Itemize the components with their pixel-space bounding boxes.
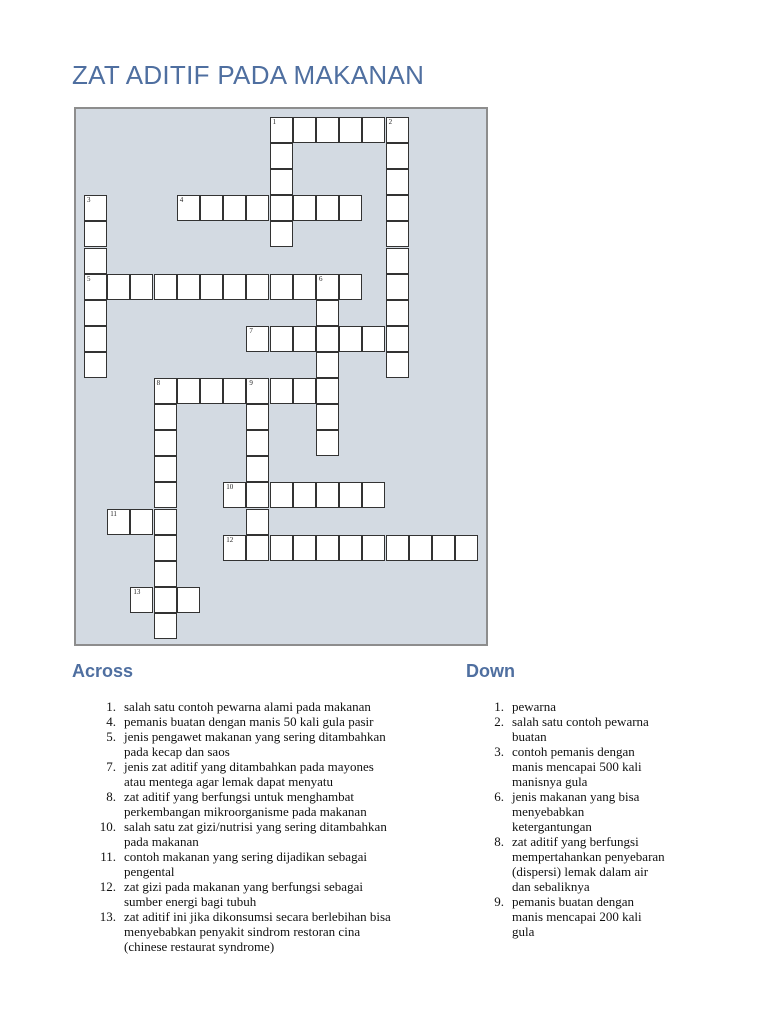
across-clue xyxy=(90,729,450,759)
clue-text-line: manis mencapai 200 kali xyxy=(512,909,642,924)
grid-cell[interactable] xyxy=(84,248,107,274)
grid-cell[interactable] xyxy=(362,482,385,508)
across-clue xyxy=(90,759,450,789)
clue-text-line: zat aditif yang berfungsi untuk menghambat xyxy=(124,789,354,804)
across-clue xyxy=(90,819,450,849)
clue-list-number: 5. xyxy=(106,729,116,744)
clue-text-line: salah satu contoh pewarna alami pada makanan xyxy=(124,699,371,714)
clue-text-line: zat aditif yang berfungsi xyxy=(512,834,639,849)
down-clue xyxy=(478,744,708,789)
grid-cell[interactable] xyxy=(84,352,107,378)
grid-cell[interactable] xyxy=(293,535,316,561)
grid-cell[interactable] xyxy=(270,274,293,300)
clue-list-number: 4. xyxy=(106,714,116,729)
grid-cell[interactable] xyxy=(154,561,177,587)
grid-cell[interactable] xyxy=(246,404,269,430)
grid-cell[interactable] xyxy=(386,221,409,247)
grid-cell[interactable] xyxy=(386,169,409,195)
grid-cell[interactable] xyxy=(154,378,177,404)
across-heading: Across xyxy=(72,661,134,681)
clue-text-line: atau mentega agar lemak dapat menyatu xyxy=(124,774,333,789)
clue-list-number: 8. xyxy=(494,834,504,849)
grid-cell[interactable] xyxy=(246,456,269,482)
grid-cell[interactable] xyxy=(316,404,339,430)
clue-text-line: pada makanan xyxy=(124,834,199,849)
grid-cell[interactable] xyxy=(154,456,177,482)
clue-text-line: salah satu contoh pewarna xyxy=(512,714,649,729)
clue-text-line: pengental xyxy=(124,864,175,879)
grid-cell[interactable] xyxy=(339,482,362,508)
clue-list-number: 11. xyxy=(100,849,116,864)
grid-cell[interactable] xyxy=(246,326,269,352)
grid-cell[interactable] xyxy=(154,482,177,508)
grid-cell[interactable] xyxy=(316,195,339,221)
grid-cell[interactable] xyxy=(154,404,177,430)
clue-list-number: 12. xyxy=(99,879,116,894)
grid-cell[interactable] xyxy=(386,352,409,378)
grid-cell[interactable] xyxy=(386,535,409,561)
grid-cell[interactable] xyxy=(270,378,293,404)
grid-cell[interactable] xyxy=(386,143,409,169)
clue-list-number: 6. xyxy=(494,789,504,804)
grid-cell[interactable] xyxy=(154,535,177,561)
clue-list-number: 2. xyxy=(494,714,504,729)
grid-cell[interactable] xyxy=(84,195,107,221)
grid-cell[interactable] xyxy=(270,143,293,169)
grid-cell[interactable] xyxy=(223,274,246,300)
grid-cell[interactable] xyxy=(130,587,153,613)
clue-list-number: 7. xyxy=(106,759,116,774)
clue-text-line: menyebabkan penyakit sindrom restoran cina xyxy=(124,924,361,939)
grid-cell[interactable] xyxy=(200,195,223,221)
grid-cell[interactable] xyxy=(339,117,362,143)
grid-cell[interactable] xyxy=(409,535,432,561)
grid-cell[interactable] xyxy=(386,300,409,326)
clue-text-line: (dispersi) lemak dalam air xyxy=(512,864,649,879)
grid-cell[interactable] xyxy=(130,274,153,300)
clue-text-line: sumber energi bagi tubuh xyxy=(124,894,257,909)
grid-cell[interactable] xyxy=(154,587,177,613)
grid-cell[interactable] xyxy=(362,535,385,561)
grid-cell[interactable] xyxy=(246,378,269,404)
clue-text-line: pewarna xyxy=(512,699,557,714)
grid-cell[interactable] xyxy=(455,535,478,561)
grid-cell[interactable] xyxy=(246,509,269,535)
clue-number: 7 xyxy=(249,326,253,335)
grid-cell[interactable] xyxy=(293,195,316,221)
clue-text-line: ketergantungan xyxy=(512,819,592,834)
grid-cell[interactable] xyxy=(177,195,200,221)
grid-cell[interactable] xyxy=(316,300,339,326)
clue-number: 11 xyxy=(110,509,117,518)
grid-cell[interactable] xyxy=(270,535,293,561)
clue-number: 12 xyxy=(226,535,234,544)
clue-text-line: mempertahankan penyebaran xyxy=(512,849,665,864)
grid-cell[interactable] xyxy=(316,326,339,352)
grid-cell[interactable] xyxy=(270,169,293,195)
down-clue xyxy=(478,699,708,714)
clue-number: 8 xyxy=(156,379,161,387)
grid-cell[interactable] xyxy=(293,274,316,300)
across-clue xyxy=(90,879,450,909)
grid-cell[interactable] xyxy=(177,274,200,300)
clue-text-line: contoh pemanis dengan xyxy=(512,744,635,759)
grid-cell[interactable] xyxy=(293,117,316,143)
grid-cell[interactable] xyxy=(362,117,385,143)
clue-number: 13 xyxy=(133,587,141,596)
grid-cell[interactable] xyxy=(270,221,293,247)
grid-cell[interactable] xyxy=(386,248,409,274)
grid-cell[interactable] xyxy=(270,482,293,508)
grid-cell[interactable] xyxy=(84,274,107,300)
clue-list-number: 10. xyxy=(99,819,116,834)
clue-text-line: pemanis buatan dengan manis 50 kali gula pasir xyxy=(124,714,374,729)
clue-number: 9 xyxy=(249,379,253,387)
clue-text-line: pada kecap dan saos xyxy=(124,744,230,759)
clue-text-line: jenis zat aditif yang ditambahkan pada mayones xyxy=(124,759,374,774)
clue-number: 5 xyxy=(87,274,91,283)
grid-cell[interactable] xyxy=(316,482,339,508)
clue-list-number: 1. xyxy=(106,699,116,714)
clue-text-line: zat aditif ini jika dikonsumsi secara berlebihan bisa xyxy=(124,909,391,924)
grid-cell[interactable] xyxy=(339,535,362,561)
clue-number: 1 xyxy=(272,118,277,126)
grid-cell[interactable] xyxy=(154,613,177,639)
clue-number: 10 xyxy=(226,483,234,492)
grid-cell[interactable] xyxy=(177,587,200,613)
grid-cell[interactable] xyxy=(386,195,409,221)
grid-cell[interactable] xyxy=(362,326,385,352)
grid-cell[interactable] xyxy=(84,300,107,326)
clue-text-line: menyebabkan xyxy=(512,804,585,819)
clue-text-line: jenis pengawet makanan yang sering ditambahkan xyxy=(124,729,386,744)
clue-text-line: (chinese restaurat syndrome) xyxy=(124,939,275,954)
grid-cell[interactable] xyxy=(223,482,246,508)
grid-cell[interactable] xyxy=(386,326,409,352)
clue-text-line: perkembangan mikroorganisme pada makanan xyxy=(124,804,367,819)
clue-text-line: pemanis buatan dengan xyxy=(512,894,635,909)
grid-cell[interactable] xyxy=(154,430,177,456)
clue-text-line: jenis makanan yang bisa xyxy=(512,789,640,804)
grid-cell[interactable] xyxy=(246,274,269,300)
grid-cell[interactable] xyxy=(200,378,223,404)
clue-list-number: 9. xyxy=(494,894,504,909)
grid-cell[interactable] xyxy=(130,509,153,535)
grid-cell[interactable] xyxy=(246,195,269,221)
grid-cell[interactable] xyxy=(432,535,455,561)
clue-text-line: zat gizi pada makanan yang berfungsi sebagai xyxy=(124,879,363,894)
across-clue xyxy=(90,909,450,954)
grid-cell[interactable] xyxy=(339,195,362,221)
grid-cell[interactable] xyxy=(270,195,293,221)
page-title: ZAT ADITIF PADA MAKANAN xyxy=(72,60,425,90)
clue-number: 4 xyxy=(179,196,184,205)
clue-text-line: buatan xyxy=(512,729,547,744)
grid-cell[interactable] xyxy=(316,352,339,378)
grid-cell[interactable] xyxy=(316,274,339,300)
across-clue xyxy=(90,699,450,714)
across-clue xyxy=(90,789,450,819)
grid-cell[interactable] xyxy=(316,430,339,456)
grid-cell[interactable] xyxy=(200,274,223,300)
crossword-grid xyxy=(74,107,488,646)
grid-cell[interactable] xyxy=(246,535,269,561)
grid-cell[interactable] xyxy=(316,117,339,143)
clue-text-line: gula xyxy=(512,924,535,939)
grid-cell[interactable] xyxy=(293,326,316,352)
clue-list-number: 13. xyxy=(99,909,116,924)
grid-cell[interactable] xyxy=(84,326,107,352)
clue-number: 3 xyxy=(87,196,91,205)
grid-cell[interactable] xyxy=(386,274,409,300)
grid-cell[interactable] xyxy=(386,117,409,143)
grid-cell[interactable] xyxy=(177,378,200,404)
grid-cell[interactable] xyxy=(84,221,107,247)
down-clue xyxy=(478,789,708,834)
down-heading: Down xyxy=(466,661,515,681)
down-clue xyxy=(478,834,708,894)
grid-cell[interactable] xyxy=(293,378,316,404)
grid-cell[interactable] xyxy=(270,117,293,143)
clue-list-number: 3. xyxy=(494,744,504,759)
down-clue xyxy=(478,714,708,744)
grid-cell[interactable] xyxy=(154,509,177,535)
down-clue xyxy=(478,894,708,939)
grid-cell[interactable] xyxy=(154,274,177,300)
clue-number: 2 xyxy=(388,118,393,126)
clue-text-line: contoh makanan yang sering dijadikan sebagai xyxy=(124,849,367,864)
clue-list-number: 8. xyxy=(106,789,116,804)
clue-number: 6 xyxy=(319,274,323,283)
grid-cell[interactable] xyxy=(339,274,362,300)
grid-cell[interactable] xyxy=(316,378,339,404)
grid-cell[interactable] xyxy=(293,482,316,508)
grid-cell[interactable] xyxy=(107,274,130,300)
grid-cell[interactable] xyxy=(107,509,130,535)
grid-cell[interactable] xyxy=(316,535,339,561)
clue-text-line: manisnya gula xyxy=(512,774,588,789)
grid-cell[interactable] xyxy=(246,430,269,456)
clue-text-line: manis mencapai 500 kali xyxy=(512,759,642,774)
grid-cell[interactable] xyxy=(223,195,246,221)
clue-text-line: dan sebaliknya xyxy=(512,879,590,894)
grid-cell[interactable] xyxy=(339,326,362,352)
clue-list-number: 1. xyxy=(494,699,504,714)
grid-cell[interactable] xyxy=(270,326,293,352)
grid-cell[interactable] xyxy=(223,535,246,561)
clue-text-line: salah satu zat gizi/nutrisi yang sering ditambahkan xyxy=(124,819,387,834)
grid-cell[interactable] xyxy=(223,378,246,404)
grid-cell[interactable] xyxy=(246,482,269,508)
across-clue xyxy=(90,849,450,879)
across-clue xyxy=(90,714,450,729)
